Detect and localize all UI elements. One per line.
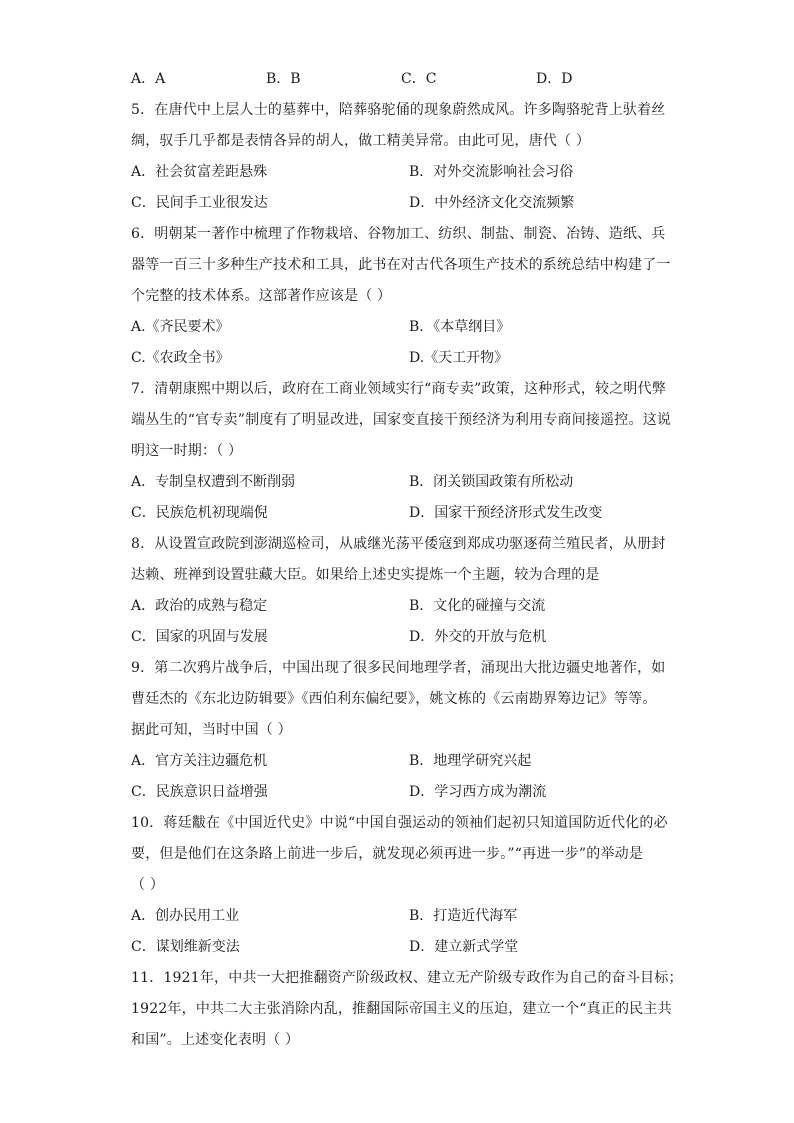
q7-option-c[interactable]: C．民族危机初现端倪 [131, 505, 268, 521]
q8-stem-line: 达赖、班禅到设置驻藏大臣。如果给上述史实提炼一个主题，较为合理的是 [131, 567, 600, 583]
q7-option-a[interactable]: A．专制皇权遭到不断削弱 [131, 474, 296, 490]
q11-stem-line: 和国”。上述变化表明（ ） [131, 1032, 300, 1048]
q9-options-row [131, 746, 671, 777]
q6-option-d[interactable]: D.《天工开物》 [409, 350, 509, 366]
q6-options-row [131, 312, 671, 343]
q10-options-row [131, 932, 671, 963]
q4-options [131, 64, 671, 95]
q4-option-d[interactable]: D．D [536, 71, 573, 87]
q6-options-row [131, 343, 671, 374]
q7-stem-line: 7．清朝康熙中期以后，政府在工商业领域实行“商专卖”政策，这种形式，较之明代弊 [131, 381, 667, 397]
question-10 [131, 808, 671, 963]
q10-stem-line: （ ） [131, 877, 165, 893]
q10-stem-line: 要，但是他们在这条路上前进一步后，就发现必须再进一步。”“再进一步”的举动是 [131, 846, 644, 862]
q9-stem-line: 据此可知，当时中国（ ） [131, 722, 292, 738]
q6-stem-line: 个完整的技术体系。这部著作应该是（ ） [131, 288, 392, 304]
q6-option-a[interactable]: A.《齐民要术》 [131, 319, 230, 335]
q7-option-b[interactable]: B．闭关锁国政策有所松动 [409, 474, 574, 490]
question-7 [131, 374, 671, 529]
q7-stem-line: 明这一时期：（ ） [131, 443, 243, 459]
exam-page [131, 64, 683, 1056]
q7-options-row [131, 467, 671, 498]
q5-option-b[interactable]: B．对外交流影响社会习俗 [409, 164, 574, 180]
question-8 [131, 529, 671, 653]
q5-options-row [131, 188, 671, 219]
q7-option-d[interactable]: D．国家干预经济形式发生改变 [409, 505, 603, 521]
q10-option-b[interactable]: B．打造近代海军 [409, 908, 518, 924]
q9-option-a[interactable]: A．官方关注边疆危机 [131, 753, 268, 769]
q8-stem-line: 8．从设置宣政院到澎湖巡检司，从戚继光荡平倭寇到郑成功驱逐荷兰殖民者，从册封 [131, 536, 666, 552]
q5-option-d[interactable]: D．中外经济文化交流频繁 [409, 195, 575, 211]
q7-options-row [131, 498, 671, 529]
question-6 [131, 219, 671, 374]
q4-option-a[interactable]: A．A [131, 71, 166, 87]
q8-options-row [131, 622, 671, 653]
q10-option-d[interactable]: D．建立新式学堂 [409, 939, 519, 955]
q9-option-c[interactable]: C．民族意识日益增强 [131, 784, 268, 800]
q8-option-b[interactable]: B．文化的碰撞与交流 [409, 598, 546, 614]
question-9 [131, 653, 671, 808]
q5-option-c[interactable]: C．民间手工业很发达 [131, 195, 268, 211]
q9-option-b[interactable]: B．地理学研究兴起 [409, 753, 532, 769]
q6-stem-line: 器等一百三十多种生产技术和工具，此书在对古代各项生产技术的系统总结中构建了一 [131, 257, 671, 273]
q10-options-row [131, 901, 671, 932]
q8-options-row [131, 591, 671, 622]
q10-option-c[interactable]: C．谋划维新变法 [131, 939, 240, 955]
q8-option-a[interactable]: A．政治的成熟与稳定 [131, 598, 268, 614]
q5-option-a[interactable]: A．社会贫富差距悬殊 [131, 164, 268, 180]
q8-option-c[interactable]: C．国家的巩固与发展 [131, 629, 268, 645]
q5-options-row [131, 157, 671, 188]
question-5 [131, 95, 671, 219]
q11-stem-line: 1922年，中共二大主张消除内乱，推翻国际帝国主义的压迫，建立一个“真正的民主共 [131, 1001, 672, 1017]
q11-stem-line: 11．1921年，中共一大把推翻资产阶级政权、建立无产阶级专政作为自己的奋斗目标； [131, 970, 683, 986]
q6-option-b[interactable]: B．《本草纲目》 [409, 319, 511, 335]
q9-option-d[interactable]: D．学习西方成为潮流 [409, 784, 547, 800]
q10-option-a[interactable]: A．创办民用工业 [131, 908, 240, 924]
q6-stem-line: 6．明朝某一著作中梳理了作物栽培、谷物加工、纺织、制盐、制瓷、冶铸、造纸、兵 [131, 226, 666, 242]
q9-options-row [131, 777, 671, 808]
q4-option-b[interactable]: B．B [266, 71, 301, 87]
q4-option-c[interactable]: C．C [401, 71, 437, 87]
question-11 [131, 963, 683, 1056]
q9-stem-line: 9．第二次鸦片战争后，中国出现了很多民间地理学者，涌现出大批边疆史地著作，如 [131, 660, 666, 676]
q5-stem-line: 绸，驭手几乎都是表情各异的胡人，做工精美异常。由此可见，唐代（ ） [131, 133, 591, 149]
q9-stem-line: 曹廷杰的《东北边防辑要》《西伯利东偏纪要》，姚文栋的《云南勘界筹边记》等等。 [131, 691, 657, 707]
q5-stem-line: 5．在唐代中上层人士的墓葬中，陪葬骆驼俑的现象蔚然成风。许多陶骆驼背上驮着丝 [131, 102, 666, 118]
q8-option-d[interactable]: D．外交的开放与危机 [409, 629, 547, 645]
q7-stem-line: 端丛生的“官专卖”制度有了明显改进，国家变直接干预经济为利用专商间接遥控。这说 [131, 412, 672, 428]
q10-stem-line: 10．蒋廷黻在《中国近代史》中说“中国自强运动的领袖们起初只知道国防近代化的必 [131, 815, 668, 831]
q6-option-c[interactable]: C.《农政全书》 [131, 350, 230, 366]
